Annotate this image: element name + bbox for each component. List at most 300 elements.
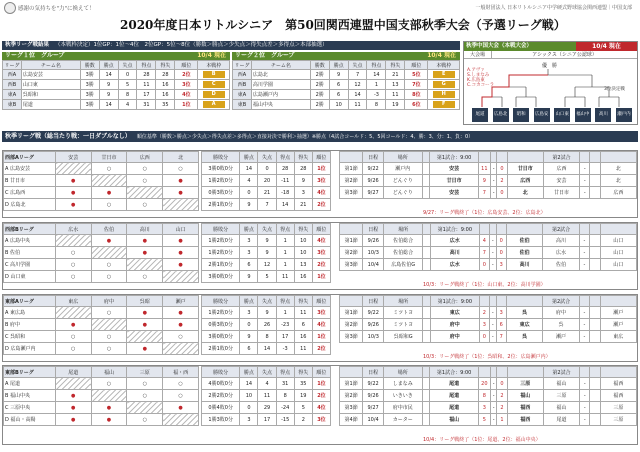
schedule-cell: 2 bbox=[497, 390, 507, 402]
schedule-header bbox=[478, 367, 490, 378]
group-cell: 11 bbox=[137, 80, 156, 90]
league-grid bbox=[3, 295, 199, 355]
league-grid-cell bbox=[91, 199, 127, 211]
league-grid-cell bbox=[91, 235, 127, 247]
stats-cell: 16 bbox=[294, 331, 312, 343]
stats-cell: 3位 bbox=[312, 247, 330, 259]
group-header-cell: 勝数 bbox=[310, 61, 329, 70]
schedule-header bbox=[478, 152, 490, 163]
stats-cell: 0 bbox=[240, 402, 258, 414]
group-cell: 6 bbox=[329, 80, 348, 90]
league-grid-cell bbox=[55, 402, 91, 414]
schedule-header: 場所 bbox=[383, 367, 422, 378]
schedule-cell: 廿日市 bbox=[507, 163, 543, 175]
result-mark: ○ bbox=[71, 261, 76, 268]
schedule-header bbox=[580, 367, 590, 378]
schedule-header bbox=[590, 152, 600, 163]
league-grid bbox=[3, 366, 199, 426]
schedule-cell bbox=[590, 235, 600, 247]
schedule-header bbox=[600, 367, 636, 378]
league-grid-cell bbox=[163, 343, 199, 355]
stats-header: 順位 bbox=[312, 152, 330, 163]
schedule-cell bbox=[590, 390, 600, 402]
stats-cell: 2勝1敗0分 bbox=[202, 199, 240, 211]
stats-cell: 1位 bbox=[312, 331, 330, 343]
group-cell: 東A bbox=[3, 90, 22, 100]
league-team: B 廿日市 bbox=[4, 175, 56, 187]
stats-cell: 5 bbox=[258, 271, 276, 283]
group-cell: 19 bbox=[386, 100, 405, 110]
venue-value: アシックス（シニア公認球） bbox=[532, 52, 597, 58]
legend-item: S.しまなみ bbox=[467, 73, 490, 78]
result-mark: ○ bbox=[106, 201, 112, 208]
group-cell: 16 bbox=[156, 80, 175, 90]
league-col-header: 福・西 bbox=[163, 367, 199, 378]
schedule-header: 第2試合 bbox=[543, 152, 579, 163]
schedule-cell: 山口 bbox=[600, 235, 636, 247]
schedule-cell: 0 bbox=[497, 378, 507, 390]
stats-cell: 1 bbox=[276, 259, 294, 271]
group-cell: 呉昭和 bbox=[21, 90, 80, 100]
group-cell bbox=[198, 100, 230, 110]
stats-cell: 35 bbox=[294, 378, 312, 390]
schedule-header: 場所 bbox=[384, 296, 423, 307]
result-mark: ● bbox=[178, 249, 183, 256]
group-row bbox=[3, 100, 230, 110]
stats-cell: 2位 bbox=[312, 343, 330, 355]
group-header-cell: 勝点 bbox=[329, 61, 348, 70]
result-mark: ○ bbox=[142, 165, 147, 172]
group-cell bbox=[428, 90, 460, 100]
group-cell: 2勝 bbox=[310, 90, 329, 100]
schedule-cell bbox=[423, 259, 431, 271]
group1-table bbox=[2, 60, 230, 110]
result-mark: ● bbox=[178, 177, 183, 184]
schedule-cell: 8 bbox=[478, 390, 490, 402]
stats-cell: 9 bbox=[258, 247, 276, 259]
group-header-cell: 本戦枠 bbox=[198, 61, 230, 70]
league-grid-cell bbox=[163, 331, 199, 343]
schedule-cell: 山口 bbox=[600, 247, 636, 259]
stats-cell: -18 bbox=[276, 187, 294, 199]
stats-cell: 1勝3敗0分 bbox=[202, 414, 240, 426]
league-grid-cell bbox=[91, 271, 127, 283]
stats-header: 失点 bbox=[258, 224, 276, 235]
group-header-cell: 得点 bbox=[367, 61, 386, 70]
group-cell: 21 bbox=[386, 70, 405, 80]
schedule-cell: 第2節 bbox=[340, 319, 363, 331]
bracket-team: 広島北 bbox=[493, 108, 509, 122]
league-name: 東部Bリーグ bbox=[4, 367, 56, 378]
schedule-cell: 9/26 bbox=[363, 175, 384, 187]
all-league-note: 順位基準（勝数＞勝点＞少失点＞得失点差＞多得点＞直接対決で勝利＞抽選）※勝点（4試合コールド：5、5回コールド：4、勝：3、分：1、負：0） bbox=[136, 134, 474, 140]
stats-cell: 6 bbox=[240, 259, 258, 271]
schedule-cell: 高川 bbox=[430, 247, 479, 259]
stats-cell: 2位 bbox=[312, 259, 330, 271]
league-col-header: 広水 bbox=[55, 224, 91, 235]
group-cell bbox=[428, 80, 460, 90]
result-mark: ○ bbox=[142, 392, 147, 399]
group-cell: 14 bbox=[367, 70, 386, 80]
schedule-cell: 三原 bbox=[543, 390, 579, 402]
schedule-header bbox=[590, 296, 600, 307]
league-col-header: 高川 bbox=[127, 224, 163, 235]
result-mark: ○ bbox=[106, 165, 112, 172]
league-block bbox=[2, 294, 638, 362]
schedule-cell: 第1節 bbox=[340, 307, 363, 319]
schedule-header: 第2試合 bbox=[543, 296, 579, 307]
schedule-cell: - bbox=[579, 319, 589, 331]
schedule-cell: 第3節 bbox=[340, 259, 363, 271]
league-grid-cell bbox=[55, 331, 91, 343]
stats-cell: 4位 bbox=[312, 187, 330, 199]
schedule-header: 日程 bbox=[363, 152, 384, 163]
group-cell: 西A bbox=[233, 70, 252, 80]
schedule-header bbox=[340, 367, 363, 378]
schedule-cell: 第3節 bbox=[340, 402, 363, 414]
schedule-header: 日程 bbox=[363, 367, 384, 378]
stats-header: 得点 bbox=[276, 224, 294, 235]
schedule-cell: 11 bbox=[478, 163, 490, 175]
result-mark: ○ bbox=[106, 380, 112, 387]
league-grid-cell bbox=[91, 378, 127, 390]
schedule-cell: 福山 bbox=[430, 414, 478, 426]
result-mark: ○ bbox=[142, 380, 147, 387]
stats-cell: 3 bbox=[240, 307, 258, 319]
schedule-cell: 福山 bbox=[507, 390, 543, 402]
group-cell: 35 bbox=[156, 100, 175, 110]
stats-cell: 3勝0敗0分 bbox=[202, 271, 240, 283]
result-mark: ● bbox=[71, 321, 76, 328]
group1-date: 10/4 現在 bbox=[197, 52, 226, 59]
schedule-cell: - bbox=[579, 307, 589, 319]
schedule-cell: しまなみ bbox=[383, 378, 422, 390]
league-info-bar bbox=[2, 41, 460, 50]
group-header-cell: 失点 bbox=[348, 61, 367, 70]
all-league-bar bbox=[2, 131, 638, 142]
group-header-cell: リーグ bbox=[234, 62, 250, 69]
stats-cell: 3 bbox=[240, 247, 258, 259]
schedule-cell: 廿日市 bbox=[430, 175, 478, 187]
schedule-cell: - bbox=[580, 175, 590, 187]
stats-header: 勝点 bbox=[240, 224, 258, 235]
group-cell: 2勝 bbox=[310, 70, 329, 80]
schedule-cell: 6 bbox=[496, 319, 506, 331]
league-col-header: 東広 bbox=[55, 296, 91, 307]
schedule-cell: 0 bbox=[479, 259, 489, 271]
group-cell: 3勝 bbox=[80, 70, 99, 80]
league-team: B 福山中央 bbox=[4, 390, 56, 402]
league-grid-cell bbox=[163, 378, 199, 390]
group-cell: 福山中央 bbox=[251, 100, 310, 110]
schedule-cell: 広島佐伯G bbox=[384, 259, 423, 271]
schedule-cell bbox=[422, 187, 430, 199]
schedule-cell: - bbox=[490, 402, 496, 414]
schedule-cell: - bbox=[579, 331, 589, 343]
result-mark: ● bbox=[178, 189, 183, 196]
league-grid-cell bbox=[55, 414, 91, 426]
schedule-cell: 10/3 bbox=[363, 247, 384, 259]
group-header-cell: 失点 bbox=[118, 61, 137, 70]
schedule-cell: 第2節 bbox=[340, 390, 363, 402]
schedule-cell bbox=[590, 163, 600, 175]
league-grid-cell bbox=[127, 402, 163, 414]
schedule-cell: 瀬戸 bbox=[600, 307, 636, 319]
schedule-header bbox=[497, 152, 507, 163]
group-cell: 尾道 bbox=[21, 100, 80, 110]
league-grid-cell bbox=[91, 390, 127, 402]
league-grid-cell bbox=[163, 271, 199, 283]
stats-cell: 0勝4敗0分 bbox=[202, 402, 240, 414]
schedule-cell: 佐伯 bbox=[506, 235, 542, 247]
stats-cell: 9 bbox=[240, 331, 258, 343]
schedule-cell: 北 bbox=[600, 175, 636, 187]
schedule-cell: 9/22 bbox=[363, 307, 384, 319]
schedule-cell: - bbox=[579, 259, 589, 271]
stats-cell: 29 bbox=[258, 402, 276, 414]
schedule-cell bbox=[423, 307, 431, 319]
schedule-cell: 0 bbox=[497, 163, 507, 175]
schedule-header bbox=[340, 224, 363, 235]
schedule-cell: - bbox=[579, 247, 589, 259]
schedule-cell: 福西 bbox=[507, 402, 543, 414]
schedule-cell bbox=[590, 378, 600, 390]
result-mark: ○ bbox=[142, 416, 147, 423]
stats-cell: 28 bbox=[294, 163, 312, 175]
schedule-cell: 10/4 bbox=[363, 414, 384, 426]
result-mark: ○ bbox=[142, 201, 147, 208]
schedule-cell: 9/27 bbox=[363, 402, 384, 414]
stats-cell: 9 bbox=[258, 235, 276, 247]
schedule-cell: 北 bbox=[600, 163, 636, 175]
schedule-cell: - bbox=[490, 247, 497, 259]
group-cell: 11 bbox=[386, 90, 405, 100]
group-cell: 8 bbox=[367, 100, 386, 110]
group-cell bbox=[198, 80, 230, 90]
league-col-header: 呉昭 bbox=[127, 296, 163, 307]
schedule-cell: - bbox=[490, 319, 497, 331]
group-cell: 3勝 bbox=[80, 100, 99, 110]
stats-cell: 10 bbox=[240, 390, 258, 402]
schedule-cell: 福西 bbox=[507, 414, 543, 426]
stats-cell: 1 bbox=[276, 307, 294, 319]
schedule-cell: 第3節 bbox=[340, 331, 363, 343]
schedule-header: 第2試合 bbox=[543, 367, 579, 378]
league-grid-cell bbox=[127, 259, 163, 271]
schedule-cell: 福西 bbox=[600, 390, 636, 402]
schedule-cell: - bbox=[490, 163, 496, 175]
schedule-cell: 2 bbox=[497, 175, 507, 187]
league-grid-cell bbox=[91, 402, 127, 414]
league-grid-cell bbox=[127, 343, 163, 355]
group-cell: 広島安芸 bbox=[21, 70, 80, 80]
league-block bbox=[2, 222, 638, 290]
stats-cell: -11 bbox=[276, 175, 294, 187]
group-cell: 9 bbox=[99, 90, 118, 100]
schedule-cell: 0 bbox=[496, 235, 506, 247]
schedule-cell: - bbox=[580, 414, 590, 426]
group-cell: 5 bbox=[118, 80, 137, 90]
schedule-cell: 5 bbox=[478, 414, 490, 426]
league-grid-cell bbox=[127, 414, 163, 426]
schedule-cell: 9/26 bbox=[363, 319, 384, 331]
schedule-header bbox=[600, 296, 636, 307]
league-result: 10/3：リーグ戦終了（1位：山口東、2位：高川学園） bbox=[423, 282, 546, 288]
result-mark: ● bbox=[178, 404, 183, 411]
schedule-header bbox=[496, 224, 506, 235]
stats-header: 得失 bbox=[294, 296, 312, 307]
schedule-cell: 7 bbox=[496, 331, 506, 343]
league-team: D 山口東 bbox=[4, 271, 56, 283]
stats-cell: 21 bbox=[294, 199, 312, 211]
result-mark: ○ bbox=[71, 345, 76, 352]
league-name: 西部Bリーグ bbox=[4, 224, 56, 235]
league-col-header: 府中 bbox=[91, 296, 127, 307]
schedule-cell: 広水 bbox=[543, 247, 579, 259]
stats-cell: 3位 bbox=[312, 307, 330, 319]
group-cell: 4 bbox=[118, 100, 137, 110]
stats-cell: 9 bbox=[240, 271, 258, 283]
stats-cell: 26 bbox=[258, 319, 276, 331]
group-cell bbox=[428, 100, 460, 110]
stats-header: 勝点 bbox=[240, 152, 258, 163]
stats-cell: 0 bbox=[258, 163, 276, 175]
group-row bbox=[3, 80, 230, 90]
result-mark: ○ bbox=[142, 273, 147, 280]
league-grid-cell bbox=[163, 414, 199, 426]
bracket-slot-badge: G bbox=[433, 81, 455, 88]
stats-cell: 17 bbox=[258, 414, 276, 426]
schedule-cell: 3 bbox=[496, 259, 506, 271]
group-header-cell: 得失 bbox=[386, 61, 405, 70]
schedule-cell bbox=[590, 414, 600, 426]
stats-cell: 1 bbox=[276, 247, 294, 259]
league-grid-cell bbox=[55, 378, 91, 390]
stats-cell: 1 bbox=[276, 235, 294, 247]
stats-cell: 7 bbox=[258, 199, 276, 211]
group-cell: 28 bbox=[156, 70, 175, 80]
stats-cell: 19 bbox=[294, 390, 312, 402]
bracket-slot-badge: H bbox=[433, 91, 455, 98]
stats-cell: 6 bbox=[294, 319, 312, 331]
league-col-header: 広西 bbox=[127, 152, 163, 163]
group-cell: 9 bbox=[99, 80, 118, 90]
group-header-cell: 得点 bbox=[137, 61, 156, 70]
schedule-cell: 第1節 bbox=[340, 378, 363, 390]
page-title: 2020年度日本リトルシニア 第50回関西連盟中国支部秋季大会（予選リーグ戦） bbox=[120, 18, 566, 32]
schedule-cell: 広水 bbox=[430, 259, 479, 271]
schedule-header: 第1試合：9:00 bbox=[430, 224, 479, 235]
schedule-header: 場所 bbox=[384, 224, 423, 235]
result-mark: ○ bbox=[178, 333, 183, 340]
schedule-cell: 呉昭和G bbox=[384, 331, 423, 343]
stats-header: 得点 bbox=[276, 367, 294, 378]
stats-cell: 10 bbox=[294, 247, 312, 259]
group-cell: 14 bbox=[348, 90, 367, 100]
schedule-cell: 府中 bbox=[430, 319, 479, 331]
stats-cell: 1勝2敗0分 bbox=[202, 175, 240, 187]
stats-header: 得失 bbox=[294, 152, 312, 163]
stats-cell: 4勝0敗0分 bbox=[202, 378, 240, 390]
group-cell: 28 bbox=[137, 70, 156, 80]
schedule-cell: 福西 bbox=[600, 378, 636, 390]
stats-cell: 1勝2敗0分 bbox=[202, 247, 240, 259]
schedule-cell: 2 bbox=[479, 307, 489, 319]
schedule-cell: 7 bbox=[479, 247, 489, 259]
schedule-cell: 広水 bbox=[430, 235, 479, 247]
schedule-cell bbox=[590, 307, 600, 319]
group-cell bbox=[198, 90, 230, 100]
group-cell: 13 bbox=[386, 80, 405, 90]
stats-cell: 1位 bbox=[312, 378, 330, 390]
stats-cell: 2勝1敗0分 bbox=[202, 343, 240, 355]
schedule-cell bbox=[422, 390, 430, 402]
schedule-cell: 尾道 bbox=[430, 390, 478, 402]
league-grid-cell bbox=[91, 343, 127, 355]
stats-header: 失点 bbox=[258, 367, 276, 378]
league-grid-cell bbox=[127, 187, 163, 199]
league-result: 9/27：リーグ戦終了（1位：広島安芸、2位：広島北） bbox=[423, 210, 546, 216]
schedule-cell: 尾道 bbox=[430, 378, 478, 390]
league-grid-cell bbox=[55, 235, 91, 247]
schedule-cell: 第1節 bbox=[340, 163, 363, 175]
result-mark: ○ bbox=[142, 177, 147, 184]
group-cell: 広島瀬戸内 bbox=[251, 90, 310, 100]
group2-table bbox=[232, 60, 460, 110]
group-cell: 11 bbox=[348, 100, 367, 110]
stats-cell: 3勝0敗0分 bbox=[202, 163, 240, 175]
result-mark: ● bbox=[178, 237, 183, 244]
stats-cell: 14 bbox=[240, 378, 258, 390]
league-schedule bbox=[339, 295, 637, 343]
group-cell: 2位 bbox=[175, 70, 198, 80]
league-grid-cell bbox=[91, 247, 127, 259]
result-mark: ● bbox=[106, 189, 112, 196]
schedule-cell: - bbox=[490, 378, 496, 390]
schedule-cell: 三原 bbox=[600, 402, 636, 414]
schedule-cell: 2 bbox=[497, 402, 507, 414]
stats-cell: 9 bbox=[294, 175, 312, 187]
league-grid-cell bbox=[91, 331, 127, 343]
schedule-cell: 尾道 bbox=[543, 414, 579, 426]
league-col-header: 山口 bbox=[163, 224, 199, 235]
league-team: C 広島西 bbox=[4, 187, 56, 199]
bracket-team: 尾道 bbox=[472, 108, 488, 122]
schedule-header bbox=[600, 152, 636, 163]
league-team: B 府中 bbox=[4, 319, 56, 331]
schedule-cell: 第2節 bbox=[340, 175, 363, 187]
schedule-cell: 山口 bbox=[600, 259, 636, 271]
result-mark: ○ bbox=[106, 333, 112, 340]
schedule-cell: 福山 bbox=[543, 378, 579, 390]
result-mark: ● bbox=[142, 309, 147, 316]
bracket-teams bbox=[472, 108, 632, 131]
stats-cell: 5 bbox=[294, 402, 312, 414]
stats-cell: -3 bbox=[276, 343, 294, 355]
league-stats bbox=[201, 295, 331, 355]
league-team: A 広島中央 bbox=[4, 235, 56, 247]
schedule-header: 日程 bbox=[363, 224, 384, 235]
group-row bbox=[233, 70, 460, 80]
schedule-header bbox=[497, 367, 507, 378]
bracket-slot-badge: B bbox=[203, 71, 225, 78]
result-mark: ● bbox=[71, 201, 76, 208]
schedule-cell: 北 bbox=[507, 187, 543, 199]
league-col-header: 北 bbox=[163, 152, 199, 163]
league-grid-cell bbox=[163, 187, 199, 199]
stats-cell: 3位 bbox=[312, 175, 330, 187]
league-col-header: 瀬戸 bbox=[163, 296, 199, 307]
